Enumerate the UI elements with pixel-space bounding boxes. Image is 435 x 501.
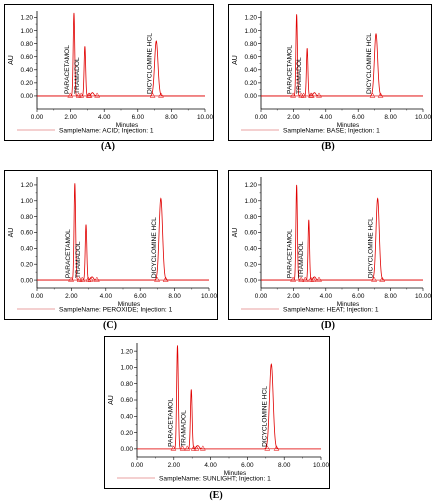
y-tick-label: 0.80	[244, 213, 257, 221]
peak-label: PARACETAMOL	[64, 229, 72, 279]
y-tick-label: 0.60	[20, 229, 33, 237]
y-tick-label: 0.60	[244, 53, 257, 61]
chart-frame	[4, 170, 218, 320]
y-tick-label: 0.00	[20, 93, 33, 101]
chart-frame	[104, 336, 330, 489]
peak-label: TRAMADOL	[297, 241, 305, 279]
x-tick-label: 4.00	[204, 462, 217, 469]
chromatogram-panel-e	[104, 336, 330, 499]
x-tick-label: 0.00	[130, 462, 144, 469]
y-tick-label: 0.20	[244, 80, 257, 88]
y-tick-label: 0.80	[20, 40, 33, 48]
x-tick-label: 6.00	[241, 462, 254, 469]
x-tick-label: 6.00	[131, 114, 145, 121]
x-tick-label: 8.00	[277, 462, 291, 469]
y-tick-label: 1.00	[244, 197, 257, 205]
y-tick-label: 0.60	[120, 397, 133, 405]
chart-frame	[228, 4, 432, 141]
y-tick-label: 1.00	[20, 197, 33, 205]
y-axis-label: AU	[232, 227, 239, 238]
x-tick-label: 0.00	[30, 293, 44, 300]
x-tick-label: 6.00	[351, 114, 365, 121]
x-tick-label: 10.00	[415, 114, 431, 121]
x-tick-label: 2.00	[167, 462, 181, 469]
legend-entry: SampleName: SUNLIGHT; Injection: 1	[159, 475, 271, 483]
y-tick-label: 1.00	[244, 27, 257, 35]
peak-label: DICYCLOMINE HCL	[150, 217, 158, 279]
chromatogram-trace	[261, 185, 423, 280]
peak-label: PARACETAMOL	[167, 397, 175, 447]
x-tick-label: 2.00	[287, 293, 300, 300]
y-tick-label: 0.40	[120, 413, 133, 421]
x-axis-label: Minutes	[336, 122, 360, 129]
peak-label: PARACETAMOL	[63, 45, 71, 94]
y-tick-label: 0.00	[20, 277, 33, 285]
y-tick-label: 1.20	[20, 14, 33, 22]
y-axis-label: AU	[8, 55, 15, 65]
peak-label: TRAMADOL	[180, 410, 188, 447]
legend-entry: SampleName: BASE; Injection: 1	[283, 127, 380, 135]
y-tick-label: 0.40	[244, 67, 257, 74]
y-axis-label: AU	[232, 55, 239, 65]
y-tick-label: 1.20	[244, 14, 257, 22]
chromatogram-trace	[261, 14, 423, 96]
x-tick-label: 2.00	[65, 293, 78, 300]
panel-label: (D)	[321, 320, 335, 331]
chromatogram-trace	[37, 183, 209, 280]
legend-entry: SampleName: PEROXIDE; Injection: 1	[59, 306, 173, 314]
x-axis-label: Minutes	[336, 301, 360, 308]
chromatogram-trace	[137, 345, 321, 448]
chromatogram-panel-c	[4, 170, 218, 330]
chromatogram-panel-b	[228, 4, 432, 154]
chromatogram-svg	[229, 171, 431, 319]
integration-marker	[200, 446, 205, 451]
x-tick-label: 0.00	[30, 114, 44, 121]
y-tick-label: 0.60	[20, 53, 33, 61]
y-tick-label: 0.00	[244, 93, 257, 101]
y-tick-label: 0.20	[20, 261, 33, 269]
y-tick-label: 1.00	[120, 364, 133, 372]
y-tick-label: 0.00	[244, 277, 257, 285]
y-tick-label: 0.60	[244, 229, 257, 237]
x-tick-label: 2.00	[287, 114, 300, 121]
y-tick-label: 0.20	[244, 261, 257, 269]
y-tick-label: 1.20	[120, 348, 133, 356]
legend-entry: SampleName: ACID; Injection: 1	[59, 127, 154, 135]
panel-label: (C)	[103, 320, 117, 331]
y-tick-label: 0.20	[20, 80, 33, 88]
x-tick-label: 10.00	[415, 293, 431, 300]
peak-label: DICYCLOMINE HCL	[367, 217, 375, 279]
integration-marker	[94, 277, 99, 282]
x-tick-label: 4.00	[99, 293, 113, 300]
x-tick-label: 2.00	[64, 114, 77, 121]
x-axis-label: Minutes	[115, 122, 139, 129]
x-tick-label: 10.00	[197, 114, 213, 121]
x-tick-label: 8.00	[168, 293, 181, 300]
chart-frame	[4, 4, 214, 141]
x-tick-label: 0.00	[254, 293, 268, 300]
x-tick-label: 4.00	[319, 114, 333, 121]
chart-frame	[228, 170, 432, 320]
x-axis-label: Minutes	[117, 301, 141, 308]
y-tick-label: 0.80	[20, 213, 33, 221]
y-tick-label: 0.80	[244, 40, 257, 48]
panel-label: (B)	[321, 141, 335, 152]
x-axis-label: Minutes	[223, 470, 247, 477]
x-tick-label: 8.00	[165, 114, 178, 121]
x-tick-label: 6.00	[351, 293, 365, 300]
chromatogram-svg	[5, 171, 217, 319]
peak-label: DICYCLOMINE HCL	[366, 33, 374, 94]
chromatogram-panel-a	[4, 4, 214, 154]
peak-label: TRAMADOL	[296, 57, 304, 94]
y-tick-label: 0.40	[244, 245, 257, 253]
legend-entry: SampleName: HEAT; Injection: 1	[283, 306, 379, 314]
x-tick-label: 4.00	[319, 293, 333, 300]
chromatogram-panel-d	[228, 170, 432, 330]
panel-label: (E)	[209, 490, 223, 501]
x-tick-label: 0.00	[254, 114, 268, 121]
y-tick-label: 0.80	[120, 380, 133, 388]
chromatogram-svg	[229, 5, 431, 140]
chromatogram-trace	[37, 13, 205, 96]
y-tick-label: 0.40	[20, 67, 33, 74]
peak-label: TRAMADOL	[73, 57, 81, 94]
peak-label: TRAMADOL	[75, 241, 83, 279]
peak-label: DICYCLOMINE HCL	[261, 386, 269, 447]
x-tick-label: 10.00	[201, 293, 217, 300]
panel-label: (A)	[101, 141, 115, 152]
y-tick-label: 0.40	[20, 245, 33, 253]
peak-label: DICYCLOMINE HCL	[146, 33, 154, 94]
x-tick-label: 8.00	[384, 293, 397, 300]
x-tick-label: 4.00	[97, 114, 111, 121]
x-tick-label: 8.00	[384, 114, 397, 121]
y-tick-label: 0.20	[120, 429, 133, 437]
x-tick-label: 6.00	[133, 293, 147, 300]
peak-label: PARACETAMOL	[286, 45, 294, 94]
y-tick-label: 0.00	[120, 446, 133, 454]
y-tick-label: 1.20	[244, 182, 257, 190]
x-tick-label: 10.00	[313, 462, 329, 469]
y-axis-label: AU	[8, 227, 15, 238]
peak-label: PARACETAMOL	[286, 229, 294, 279]
chromatogram-svg	[5, 5, 213, 140]
y-tick-label: 1.20	[20, 182, 33, 190]
chromatogram-svg	[105, 337, 329, 488]
y-tick-label: 1.00	[20, 27, 33, 35]
y-axis-label: AU	[108, 395, 115, 405]
